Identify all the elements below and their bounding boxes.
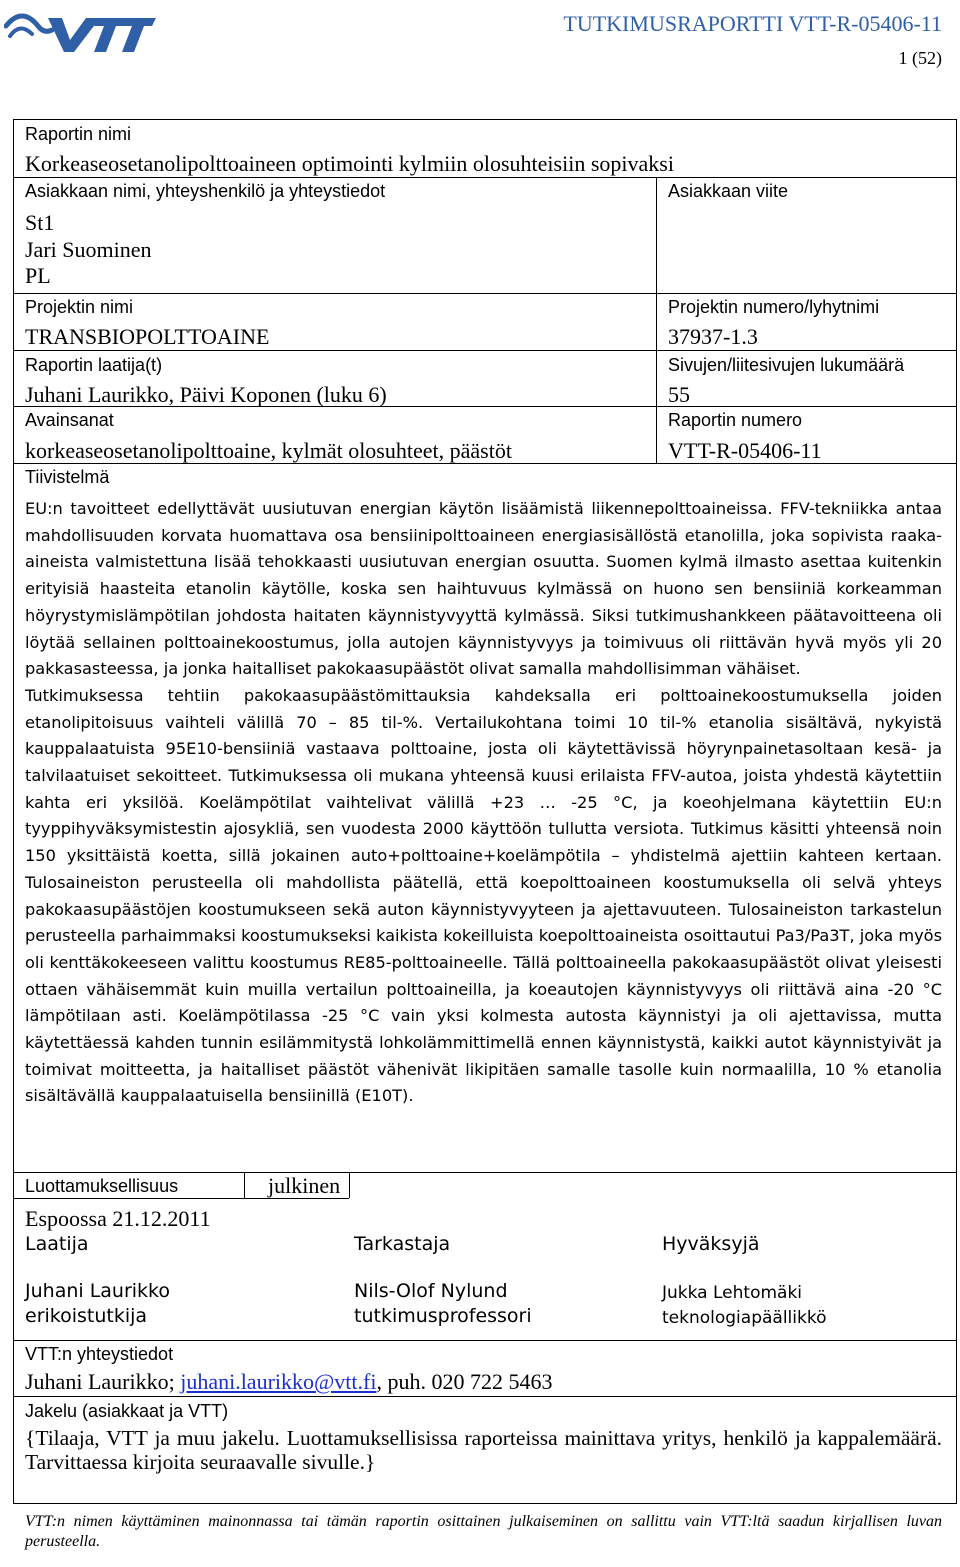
project-number-label: Projektin numero/lyhytnimi	[668, 297, 880, 317]
divider	[244, 1172, 245, 1198]
signer-role: Tarkastaja	[354, 1233, 451, 1255]
divider	[349, 1172, 350, 1198]
form-border-bottom	[13, 1503, 957, 1504]
report-name: Korkeaseosetanolipolttoaineen optimointi kylmiin olosuhteisiin sopivaksi	[25, 151, 674, 176]
contact-email-link[interactable]: juhani.laurikko@vtt.fi	[180, 1369, 377, 1394]
vtt-logo-icon	[4, 4, 156, 54]
contact-phone: , puh. 020 722 5463	[376, 1369, 553, 1394]
report-id-header: TUTKIMUSRAPORTTI VTT-R-05406-11	[563, 11, 942, 36]
contact-name: Juhani Laurikko;	[25, 1369, 175, 1394]
summary-text	[25, 496, 942, 1110]
divider	[13, 1172, 957, 1173]
client-ref-label: Asiakkaan viite	[668, 181, 789, 201]
form-border-left	[13, 119, 14, 1504]
client-line: Jari Suominen	[25, 237, 152, 262]
signer-role: Hyväksyjä	[662, 1233, 760, 1255]
client-label: Asiakkaan nimi, yhteyshenkilö ja yhteystiedot	[25, 181, 386, 201]
divider	[13, 1340, 957, 1341]
signer-name: Jukka Lehtomäki	[662, 1283, 803, 1303]
report-name-label: Raportin nimi	[25, 124, 132, 144]
client-line: St1	[25, 210, 55, 235]
signer-title: teknologiapäällikkö	[662, 1308, 827, 1328]
authors: Juhani Laurikko, Päivi Koponen (luku 6)	[25, 382, 387, 407]
distribution-text: {Tilaaja, VTT ja muu jakelu. Luottamuksellisissa raporteissa mainittava yritys, henkilö ja kappalemäärä. Tarvittaessa kirjoita seuraavalle sivulle.}	[25, 1426, 942, 1474]
distribution-label: Jakelu (asiakkaat ja VTT)	[25, 1401, 229, 1421]
place-date: Espoossa 21.12.2011	[25, 1206, 211, 1231]
report-number: VTT-R-05406-11	[668, 438, 822, 463]
summary-paragraph: Tutkimuksessa tehtiin pakokaasupäästömittauksia kahdeksalla eri polttoainekoostumuksella joiden etanolipitoisuus vaihteli välillä 70 – 85 til-%. Vertailukohtana toimi 10 til-% etanolia sisältävä, nykyistä kauppalaatuista 95E10-bensiiniä vastaava polttoaine, josta oli käytettävissä höyrynpainetasoltaan kesä- ja talvilaatuiset sekoitteet. Tutkimuksessa oli mukana yhteensä kuusi erilaista FFV-autoa, joista yhdestä käytettiin kahta eri yksilöä. Koelämpötilat vaihtelivat välillä +23 … -25 °C, ja koeohjelmana käytettiin EU:n tyyppihyväksymistestin ajosykliä, sen vuodesta 2000 käyttöön tullutta versiota. Tutkimus käsitti yhteensä noin 150 yksittäistä koetta, sillä jokainen auto+polttoaine+koelämpötila – yhdistelmä ajettiin kahteen kertaan. Tulosaineiston perusteella oli mahdollista päätellä, että koepolttoaineen koostumuksella oli selvä yhteys pakokaasupäästöjen koostumukseen sekä auton käynnistyvyyteen ja ajettavuuteen. Tulosaineiston tarkastelun perusteella parhaimmaksi koostumukseksi kaikista kokeilluista koepolttoaineista osoittautui Pa3/Pa3T, joka myös oli kenttäkokeeseen valittu koostumus RE85-polttoaineelle. Tällä polttoaineella pakokaasupäästöt olivat yleisesti ottaen vähäisemmät kuin muilla vertailun polttoaineilla, ja koeautojen käynnistyvyys oli riittävä aina -20 °C lämpötilaan asti. Koelämpötilassa -25 °C vain yksi kolmesta autosta käynnistyi ja oli ajettavissa, mutta käytettäessä kahden tunnin esilämmitystä lohkolämmittimellä ennen käynnistystä, kaikki autot käynnistyivät ja toimivat moitteetta, ja haitalliset päästöt vähenivät likipitäen samalle tasolle kuin normaalilla, 10 % etanolia sisältävällä kauppalaatuisella bensiinillä (E10T).	[25, 685, 942, 1106]
report-number-label: Raportin numero	[668, 410, 803, 430]
project-name: TRANSBIOPOLTTOAINE	[25, 324, 270, 349]
page-number: 1 (52)	[898, 48, 942, 68]
pages-count: 55	[668, 382, 690, 407]
divider	[13, 1396, 957, 1397]
project-name-label: Projektin nimi	[25, 297, 134, 317]
authors-label: Raportin laatija(t)	[25, 355, 163, 375]
contact-line	[25, 1369, 552, 1395]
divider	[13, 350, 957, 351]
contact-label: VTT:n yhteystiedot	[25, 1344, 174, 1364]
confidentiality-label: Luottamuksellisuus	[25, 1176, 179, 1196]
keywords-label: Avainsanat	[25, 410, 114, 430]
signer-role: Laatija	[25, 1233, 89, 1255]
confidentiality-value: julkinen	[268, 1173, 341, 1198]
form-border-right	[956, 119, 957, 1504]
divider	[13, 177, 957, 178]
keywords: korkeaseosetanolipolttoaine, kylmät olosuhteet, päästöt	[25, 438, 512, 463]
form-border-top	[13, 119, 957, 120]
divider	[656, 177, 657, 463]
summary-label: Tiivistelmä	[25, 467, 110, 487]
divider	[13, 293, 957, 294]
signer-name: Nils-Olof Nylund	[354, 1280, 508, 1302]
pages-label: Sivujen/liitesivujen lukumäärä	[668, 355, 905, 375]
signer-name: Juhani Laurikko	[25, 1280, 171, 1302]
project-number: 37937-1.3	[668, 324, 758, 349]
vtt-logo	[4, 4, 156, 54]
footer-note: VTT:n nimen käyttäminen mainonnassa tai tämän raportin osittainen julkaiseminen on sallittu vain VTT:ltä saadun kirjallisen luvan perusteella.	[25, 1513, 942, 1550]
signer-title: tutkimusprofessori	[354, 1305, 532, 1327]
summary-paragraph: EU:n tavoitteet edellyttävät uusiutuvan energian käytön lisäämistä liikennepolttoaineissa. FFV-tekniikka antaa mahdollisuuden korvata huomattava osa bensiinipolttoaineen energiasisällöstä etanolilla, joka sopivista raaka-aineista valmistettuna lisää tehokkaasti uusiutuvan energian osuutta. Suomen kylmä ilmasto asettaa kuitenkin erityisiä haasteita etanolin käytölle, koska sen haihtuvuus kylmässä on huono sen bensiiniä korkeamman höyrystymislämpötilan johdosta haitaten käynnistyvyyttä kylmässä. Siksi tutkimushankkeen päätavoitteena oli löytää sellainen polttoainekoostumus, jolla autojen käynnistyvyys ja toimivuus oli riittävän hyvä myös yli 20 pakkasasteessa, ja jonka haitalliset pakokaasupäästöt olivat samalla mahdollisimman vähäiset.	[25, 499, 942, 679]
client-line: PL	[25, 263, 51, 288]
signer-title: erikoistutkija	[25, 1305, 148, 1327]
